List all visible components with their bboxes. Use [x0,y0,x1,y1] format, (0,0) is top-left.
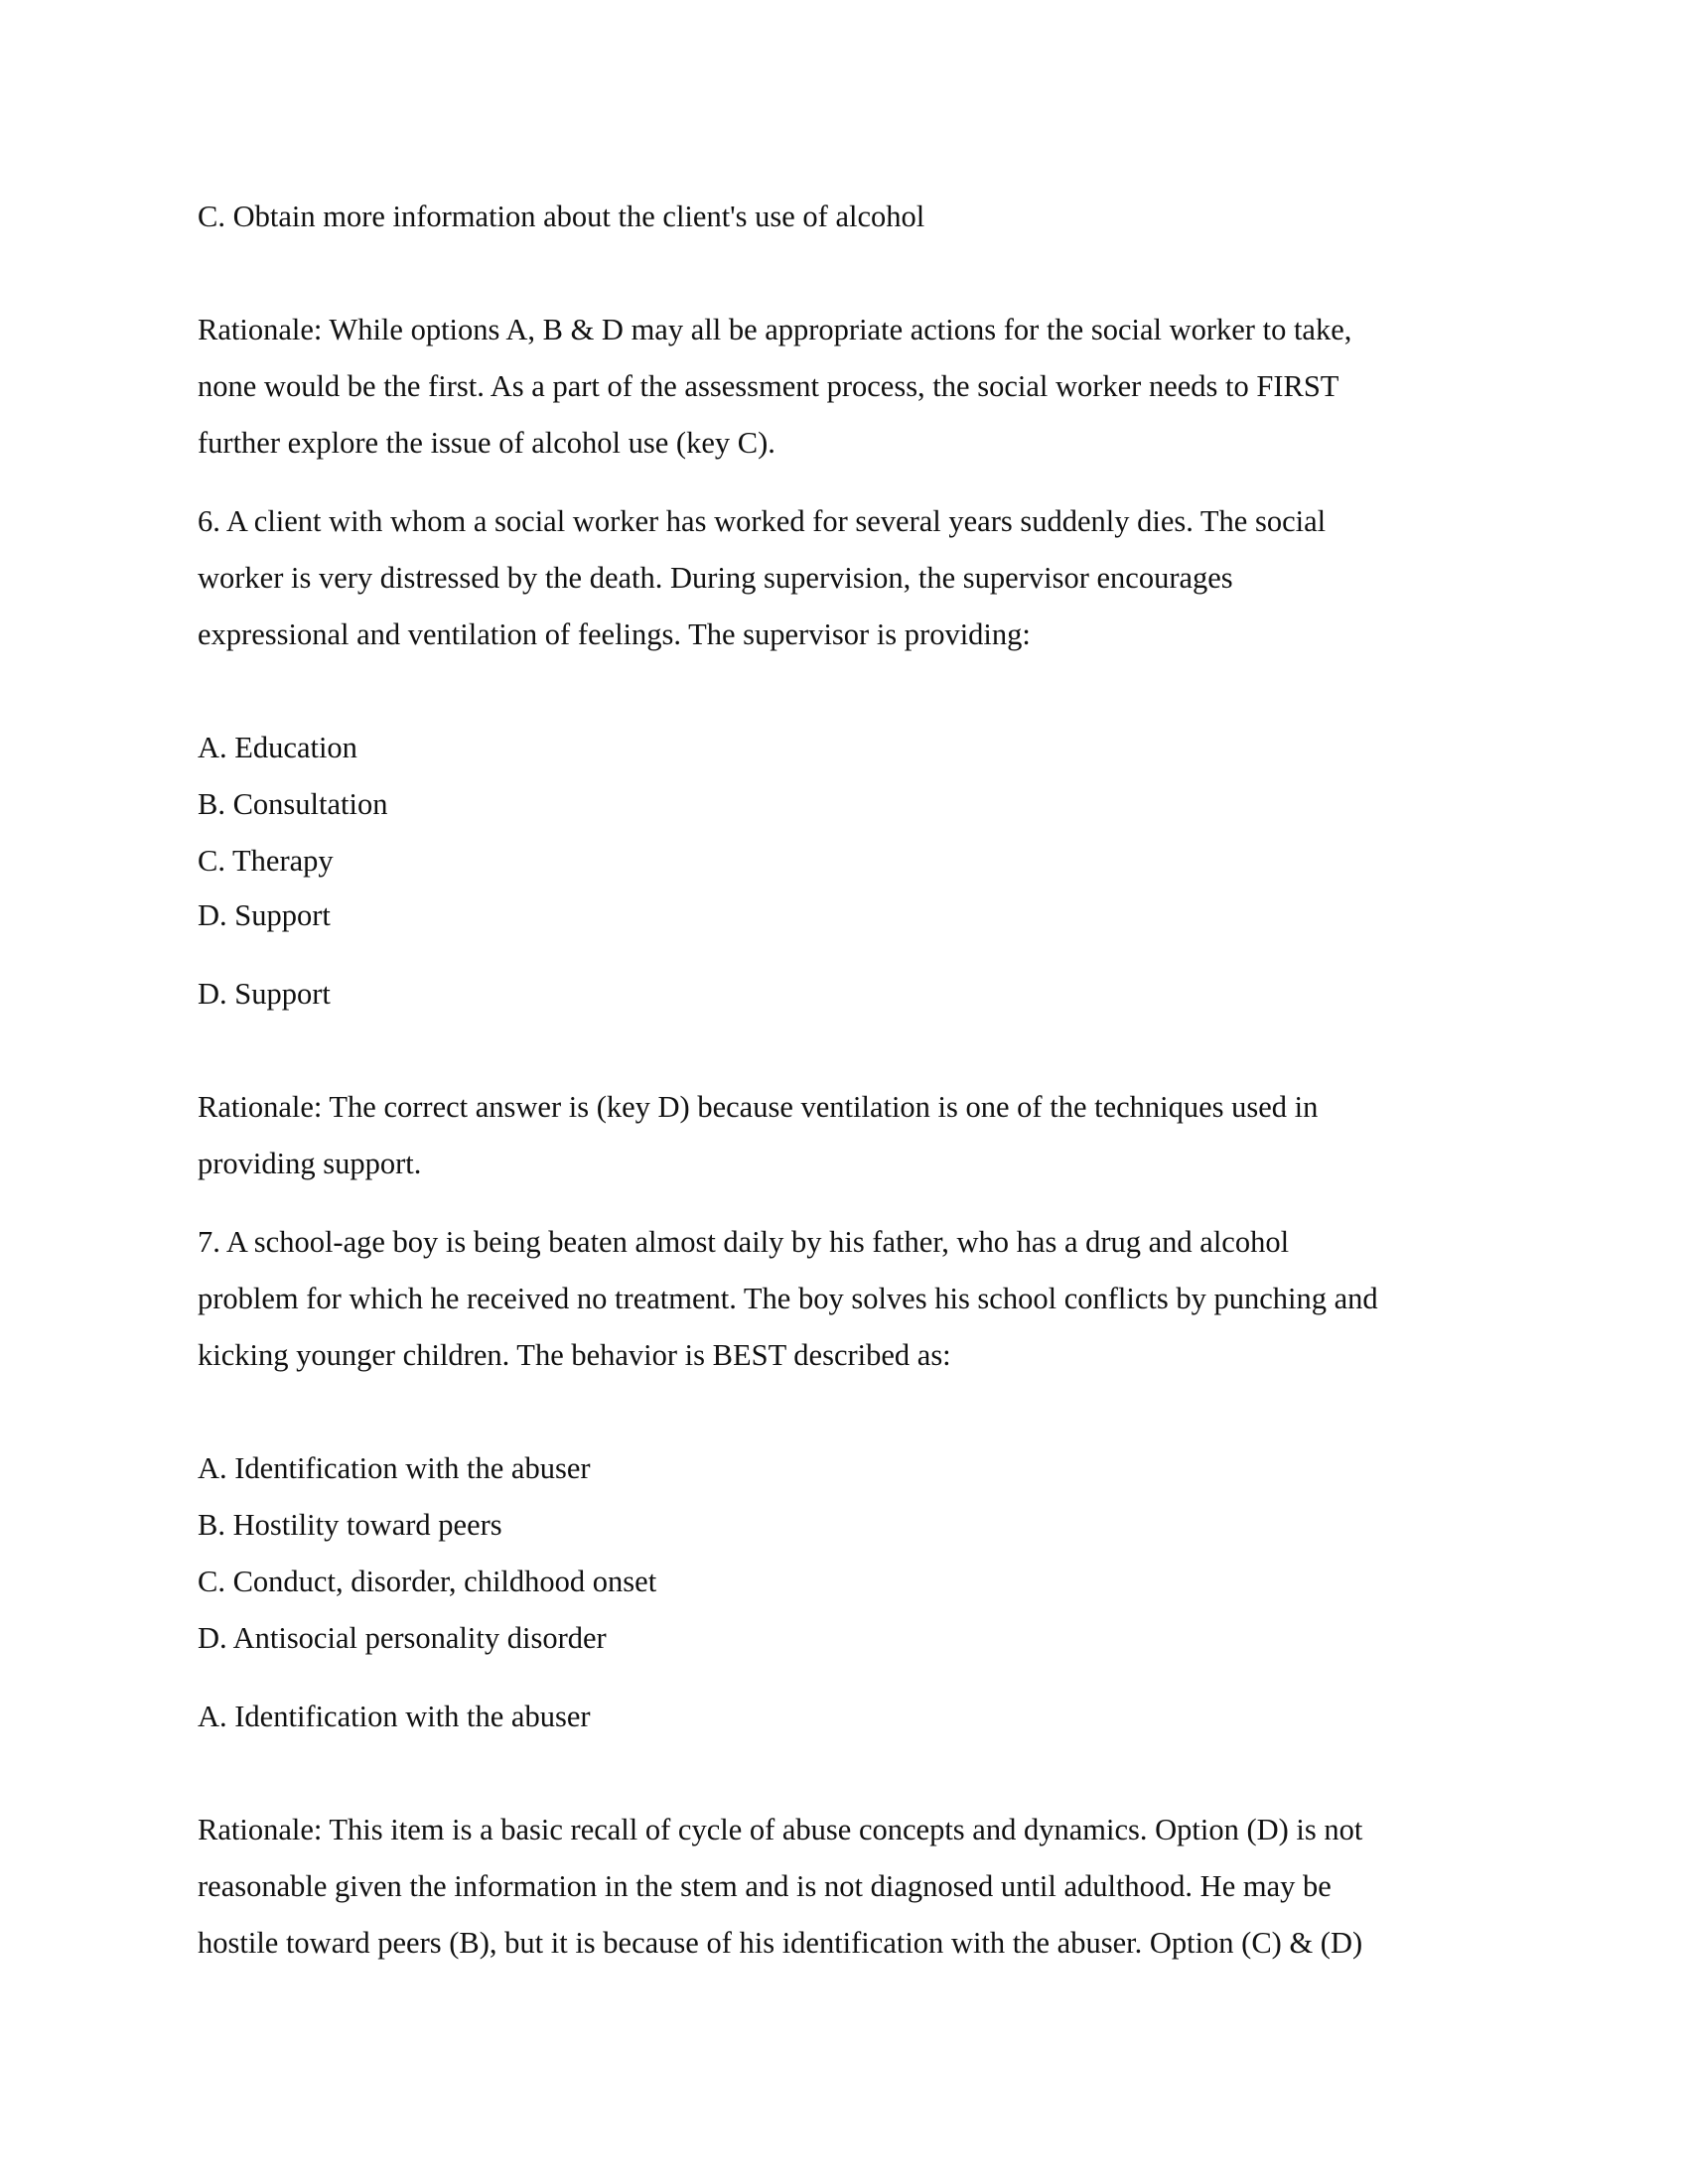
q7-option: C. Conduct, disorder, childhood onset [198,1565,657,1598]
q6-option: C. Therapy [198,844,334,878]
q6-stem-line: 6. A client with whom a social worker has worked for several years suddenly dies. The social [198,504,1327,538]
q6-option: D. Support [198,898,331,932]
q7-option: A. Identification with the abuser [198,1451,591,1485]
q6-rationale-line: Rationale: The correct answer is (key D) because ventilation is one of the techniques used in [198,1090,1319,1124]
q5-rationale-line: none would be the first. As a part of the assessment process, the social worker needs to FIRST [198,369,1339,403]
q7-stem-line: kicking younger children. The behavior is BEST described as: [198,1338,951,1372]
q7-option: B. Hostility toward peers [198,1508,502,1542]
q5-rationale-line: Rationale: While options A, B & D may all be appropriate actions for the social worker to take, [198,313,1352,346]
q7-stem-line: 7. A school-age boy is being beaten almost daily by his father, who has a drug and alcohol [198,1225,1290,1259]
q7-rationale-line: reasonable given the information in the stem and is not diagnosed until adulthood. He may be [198,1869,1332,1903]
q5-answer: C. Obtain more information about the client's use of alcohol [198,200,925,233]
q7-rationale-line: hostile toward peers (B), but it is because of his identification with the abuser. Option (C) & (D) [198,1926,1363,1960]
q7-answer: A. Identification with the abuser [198,1700,591,1733]
q7-option: D. Antisocial personality disorder [198,1621,607,1655]
q7-rationale-line: Rationale: This item is a basic recall of cycle of abuse concepts and dynamics. Option (D) is not [198,1813,1363,1846]
q6-stem-line: expressional and ventilation of feelings. The supervisor is providing: [198,617,1031,651]
q5-rationale-line: further explore the issue of alcohol use (key C). [198,426,775,460]
q6-option: B. Consultation [198,787,388,821]
q6-answer: D. Support [198,977,331,1011]
q6-stem-line: worker is very distressed by the death. During supervision, the supervisor encourages [198,561,1233,595]
q6-option: A. Education [198,731,357,764]
q6-rationale-line: providing support. [198,1147,422,1180]
q7-stem-line: problem for which he received no treatment. The boy solves his school conflicts by punching and [198,1282,1378,1315]
